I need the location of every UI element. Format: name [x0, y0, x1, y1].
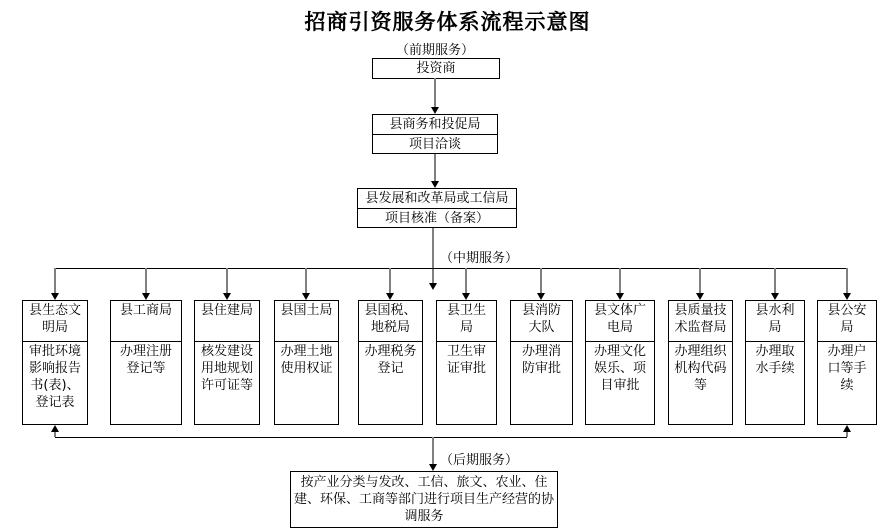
business-bureau-box — [372, 114, 498, 154]
dept-task: 核发建设用地规划许可证等 — [200, 344, 253, 393]
connector-drop-3 — [226, 268, 228, 293]
dept-task: 卫生审证审批 — [446, 344, 486, 376]
dept-task: 办理取水手续 — [755, 344, 795, 376]
dept-task: 办理组织机构代码等 — [674, 344, 727, 393]
arrowhead-center-mid — [429, 283, 437, 290]
dept-task: 办理户口等手续 — [827, 344, 867, 393]
dept-task: 办理文化娱乐、项目审批 — [593, 344, 646, 393]
arrowhead-drop-9 — [696, 293, 704, 300]
connector-drop-4 — [305, 268, 307, 293]
dept-task: 办理消防审批 — [521, 344, 561, 376]
dept-box-police — [817, 300, 877, 425]
dept-box-tax — [358, 300, 423, 425]
investor-label: 投资商 — [416, 61, 456, 76]
reform-bureau-action: 项目核准（备案） — [384, 211, 489, 226]
investor-box — [372, 58, 500, 79]
dept-name: 县生态文明局 — [23, 301, 87, 342]
connector-drop-5 — [389, 268, 391, 293]
dept-box-housing — [194, 300, 260, 425]
arrowhead-investor-business — [431, 107, 439, 114]
dept-task: 办理土地使用权证 — [280, 344, 333, 376]
dept-box-culture — [585, 300, 655, 425]
connector-drop-1 — [54, 268, 56, 293]
post-service-text: 按产业分类与发改、工信、旅文、农业、住建、环保、工商等部门进行项目生产经营的协调服务 — [294, 475, 555, 524]
arrowhead-up-right — [843, 425, 851, 432]
arrowhead-drop-5 — [386, 293, 394, 300]
connector-up-right — [846, 432, 848, 437]
connector-drop-9 — [699, 268, 701, 293]
connector-reform-branch — [432, 228, 434, 283]
stage-label-mid: （中期服务） — [440, 251, 519, 266]
arrowhead-drop-11 — [843, 293, 851, 300]
connector-top-branch-line — [55, 268, 847, 269]
stage-label-pre: （前期服务） — [395, 43, 474, 58]
connector-drop-8 — [619, 268, 621, 293]
dept-task: 审批环境影响报告书(表)、登记表 — [28, 344, 81, 410]
dept-task: 办理注册登记等 — [119, 344, 172, 376]
arrowhead-drop-4 — [302, 293, 310, 300]
dept-box-industry-commerce — [110, 300, 182, 425]
reform-bureau-name: 县发展和改革局或工信局 — [358, 189, 516, 209]
dept-name: 县工商局 — [111, 301, 181, 342]
dept-name: 县公安局 — [818, 301, 876, 342]
arrowhead-drop-10 — [771, 293, 779, 300]
dept-name: 县卫生局 — [437, 301, 496, 342]
connector-branch-post — [432, 437, 434, 464]
dept-task: 办理税务登记 — [364, 344, 417, 376]
connector-up-left — [54, 432, 56, 437]
post-service-box — [290, 471, 558, 528]
connector-business-reform — [434, 154, 436, 181]
connector-investor-business — [434, 78, 436, 107]
dept-box-land — [274, 300, 339, 425]
dept-name: 县国土局 — [275, 301, 338, 342]
dept-name: 县国税、地税局 — [359, 301, 422, 342]
stage-label-post: （后期服务） — [440, 453, 519, 468]
connector-drop-11 — [846, 268, 848, 293]
arrowhead-drop-2 — [142, 293, 150, 300]
connector-drop-7 — [540, 268, 542, 293]
arrowhead-business-reform — [431, 181, 439, 188]
connector-drop-2 — [145, 268, 147, 293]
dept-name: 县文体广电局 — [586, 301, 654, 342]
dept-name: 县消防大队 — [511, 301, 572, 342]
arrowhead-drop-1 — [51, 293, 59, 300]
arrowhead-drop-6 — [462, 293, 470, 300]
dept-box-fire — [510, 300, 573, 425]
dept-box-health — [436, 300, 497, 425]
arrowhead-drop-7 — [537, 293, 545, 300]
connector-drop-6 — [465, 268, 467, 293]
dept-name: 县质量技术监督局 — [669, 301, 732, 342]
page-title: 招商引资服务体系流程示意图 — [304, 10, 591, 34]
arrowhead-drop-8 — [616, 293, 624, 300]
arrowhead-up-left — [51, 425, 59, 432]
dept-box-ecology — [22, 300, 88, 425]
dept-box-water — [745, 300, 805, 425]
dept-box-quality — [668, 300, 733, 425]
dept-name: 县水利局 — [746, 301, 804, 342]
business-bureau-name: 县商务和投促局 — [373, 115, 497, 135]
connector-bottom-branch-line — [55, 437, 847, 438]
reform-bureau-box — [357, 188, 517, 228]
business-bureau-action: 项目洽谈 — [408, 137, 461, 152]
connector-drop-10 — [774, 268, 776, 293]
dept-name: 县住建局 — [195, 301, 259, 342]
arrowhead-drop-3 — [223, 293, 231, 300]
arrowhead-branch-post — [429, 464, 437, 471]
